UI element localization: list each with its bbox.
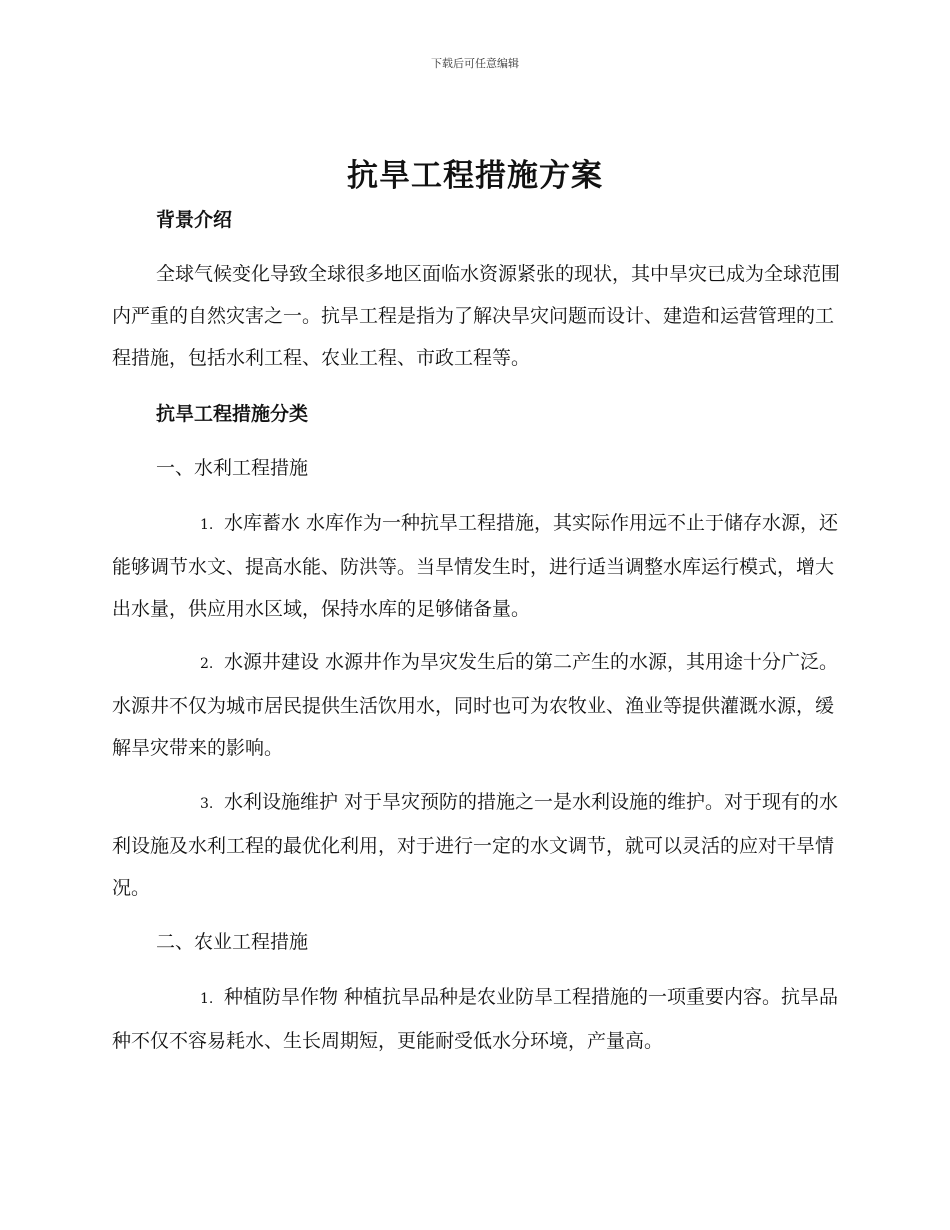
list-item-label: 水源井建设 [224,651,320,673]
list-item-number: 1. [200,991,214,1007]
page-header-note: 下载后可任意编辑 [431,57,519,70]
list-item-label: 水利设施维护 [224,791,339,813]
list-item-text: 种植抗旱品种是农业防旱工程措施的一项重要内容。抗旱品种不仅不容易耗水、生长周期短，更能耐受低水分环境，产量高。 [112,986,839,1052]
list-item-label: 种植防旱作物 [224,986,339,1008]
list-item [112,781,842,909]
list-item-text: 水库作为一种抗旱工程措施，其实际作用远不止于储存水源，还能够调节水文、提高水能、防洪等。当旱情发生时，进行适当调整水库运行模式，增大出水量，供应用水区域，保持水库的足够储备量。 [112,512,839,620]
list-item [112,641,842,769]
subheading-agriculture: 二、农业工程措施 [156,931,309,953]
section-heading-categories: 抗旱工程措施分类 [156,403,309,425]
list-item-text: 水源井作为旱灾发生后的第二产生的水源，其用途十分广泛。水源井不仅为城市居民提供生活饮用水，同时也可为农牧业、渔业等提供灌溉水源，缓解旱灾带来的影响。 [112,651,839,759]
list-item-number: 1. [200,517,214,533]
list-item-text: 对于旱灾预防的措施之一是水利设施的维护。对于现有的水利设施及水利工程的最优化利用，对于进行一定的水文调节，就可以灵活的应对干旱情况。 [112,791,839,899]
list-item-number: 3. [200,796,214,812]
list-item [112,976,842,1062]
list-item [112,502,842,630]
section-heading-background: 背景介绍 [156,209,233,231]
subheading-water-conservancy: 一、水利工程措施 [156,457,309,479]
list-item-label: 水库蓄水 [224,512,301,534]
list-item-number: 2. [200,656,214,672]
document-title: 抗旱工程措施方案 [347,158,603,194]
background-paragraph: 全球气候变化导致全球很多地区面临水资源紧张的现状，其中旱灾已成为全球范围内严重的自然灾害之一。抗旱工程是指为了解决旱灾问题而设计、建造和运营管理的工程措施，包括水利工程、农业工程、市政工程等。 [112,263,841,369]
